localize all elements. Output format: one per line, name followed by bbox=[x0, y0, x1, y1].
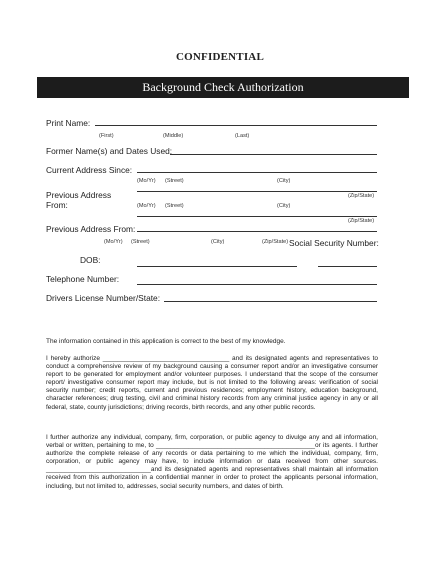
previous-address-2-city-caption: (City) bbox=[211, 239, 225, 245]
form-title-banner: Background Check Authorization bbox=[37, 77, 409, 98]
paragraph-further-authorize: I further authorize any individual, company, firm, corporation, or public agency to divulge any and all information, verbal or written, pertaining to me, to ____________________________________________or its agents. I further authorize the complete release of any records or data pertaining to me which the individual, company, firm, corporation, or public agency may have, to include information or data received from other sources. _____________________________and its designated agents and representatives shall maintain all information received from this authorization in a confidential manner in order to protect the applicants personal information, including, but not limited to, addresses, social security numbers, and dates of birth. bbox=[46, 434, 378, 490]
release-paragraph bbox=[46, 434, 378, 491]
telephone-label: Telephone Number: bbox=[46, 274, 120, 284]
dob-label: DOB: bbox=[80, 255, 101, 265]
ssn-label: Social Security Number: bbox=[289, 238, 379, 248]
previous-address-field[interactable] bbox=[137, 216, 377, 217]
current-address-field[interactable] bbox=[137, 172, 377, 173]
drivers-license-field[interactable] bbox=[164, 301, 377, 302]
knowledge-statement bbox=[46, 338, 378, 346]
first-name-caption: (First) bbox=[99, 133, 114, 139]
previous-address-2-zip-caption: (Zip/State) bbox=[262, 239, 289, 245]
current-address-field-2[interactable] bbox=[137, 191, 377, 192]
middle-name-caption: (Middle) bbox=[163, 133, 184, 139]
previous-address-label: Previous Address bbox=[46, 190, 112, 200]
previous-address-from-label: From: bbox=[46, 200, 68, 210]
previous-address-2-street-caption: (Street) bbox=[131, 239, 150, 245]
telephone-field[interactable] bbox=[137, 284, 377, 285]
current-address-label: Current Address Since: bbox=[46, 165, 133, 175]
previous-address-2-field[interactable] bbox=[137, 231, 377, 232]
previous-address-zip-caption: (Zip/State) bbox=[348, 218, 375, 224]
print-name-field[interactable] bbox=[95, 125, 377, 126]
drivers-license-label: Drivers License Number/State: bbox=[46, 293, 161, 303]
former-names-label: Former Name(s) and Dates Used: bbox=[46, 146, 173, 156]
print-name-label: Print Name: bbox=[46, 118, 91, 128]
paragraph-correct-info: The information contained in this application is correct to the best of my knowledge. bbox=[46, 338, 286, 345]
previous-address-2-moyr-caption: (Mo/Yr) bbox=[104, 239, 123, 245]
previous-address-city-caption: (City) bbox=[277, 203, 291, 209]
current-address-street-caption: (Street) bbox=[165, 178, 184, 184]
former-names-field[interactable] bbox=[170, 154, 377, 155]
ssn-field[interactable] bbox=[318, 266, 377, 267]
current-address-zip-caption: (Zip/State) bbox=[348, 193, 375, 199]
authorization-paragraph bbox=[46, 355, 378, 412]
previous-address-2-label: Previous Address From: bbox=[46, 224, 136, 234]
dob-field[interactable] bbox=[137, 266, 297, 267]
paragraph-authorize: I hereby authorize ___________________________________ and its designated agents and representatives to conduct a comprehensive review of my background causing a consumer report and/or an investigative consumer report to be generated for employment and/or volunteer purposes. I understand that the scope of the consumer report/ investigative consumer report may include, but is not limited to the following areas: verification of social security number; credit reports, current and previous residences; employment history, education background, character references; drug testing, civil and criminal history records from any criminal justice agency in any or all federal, state, county jurisdictions; driving records, birth records, and any other public records. bbox=[46, 355, 378, 411]
last-name-caption: (Last) bbox=[235, 133, 250, 139]
previous-address-moyr-caption: (Mo/Yr) bbox=[137, 203, 156, 209]
previous-address-street-caption: (Street) bbox=[165, 203, 184, 209]
current-address-city-caption: (City) bbox=[277, 178, 291, 184]
confidential-heading: CONFIDENTIAL bbox=[176, 51, 264, 63]
current-address-moyr-caption: (Mo/Yr) bbox=[137, 178, 156, 184]
